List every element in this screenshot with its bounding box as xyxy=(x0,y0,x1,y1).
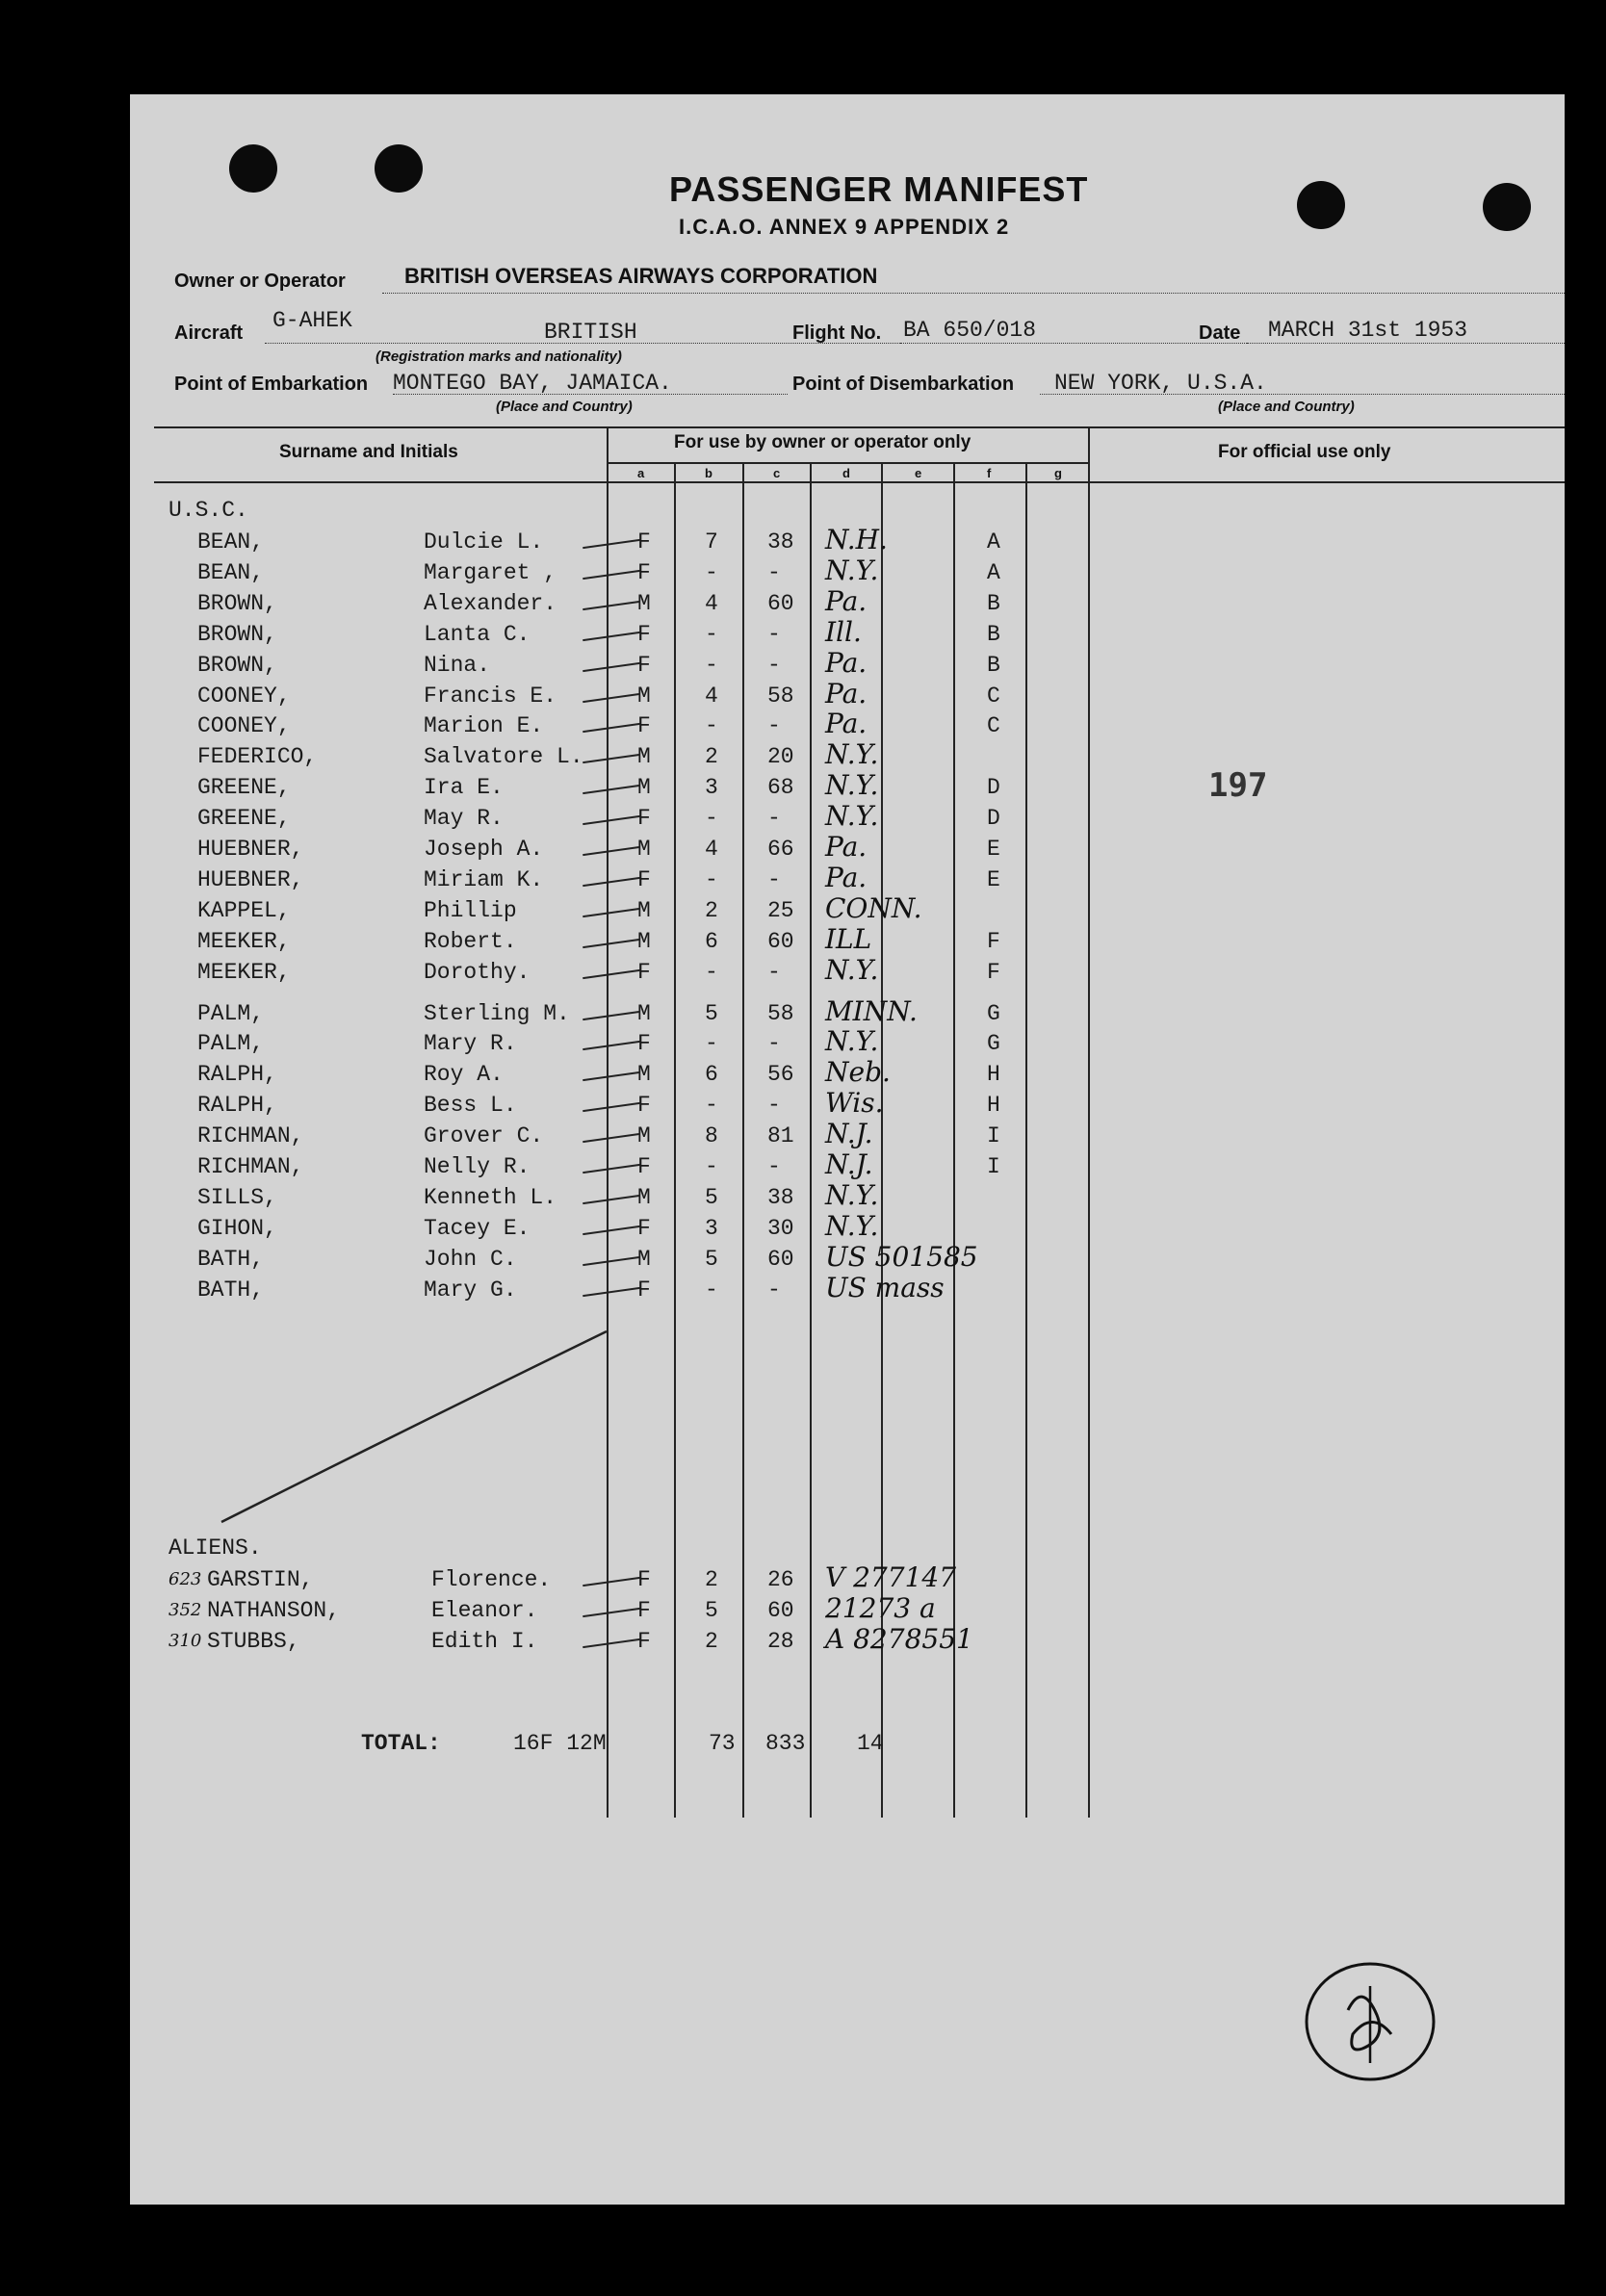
alien-handwritten-number: 623 xyxy=(168,1569,202,1589)
passenger-state-handwritten: ILL xyxy=(825,922,872,955)
passenger-state-handwritten: N.Y. xyxy=(825,1178,879,1211)
passenger-state-handwritten: Ill. xyxy=(825,615,862,648)
passenger-state-handwritten: Pa. xyxy=(825,831,868,863)
passenger-document-handwritten: V 277147 xyxy=(825,1561,957,1593)
passenger-surname: RALPH, xyxy=(197,1093,277,1119)
passenger-state-handwritten: Pa. xyxy=(825,646,868,679)
passenger-surname: MEEKER, xyxy=(197,928,291,954)
passenger-col-b: 6 xyxy=(705,928,718,954)
passenger-sex: F xyxy=(637,1629,651,1654)
passenger-sex: F xyxy=(637,806,651,832)
passenger-sex: M xyxy=(637,1000,651,1026)
embark-value: MONTEGO BAY, JAMAICA. xyxy=(393,371,672,396)
passenger-given-name: Marion E. xyxy=(424,713,544,739)
passenger-group-letter: G xyxy=(987,1031,1000,1057)
passenger-surname: MEEKER, xyxy=(197,959,291,985)
passenger-col-b: - xyxy=(705,806,718,832)
passenger-surname: BEAN, xyxy=(197,559,265,585)
passenger-sex: M xyxy=(637,1246,651,1272)
passenger-col-b: 2 xyxy=(705,897,718,923)
passenger-surname: RICHMAN, xyxy=(197,1154,304,1179)
passenger-group-letter: B xyxy=(987,652,1000,678)
passenger-col-c: 58 xyxy=(767,1000,794,1026)
passenger-given-name: Lanta C. xyxy=(424,621,531,647)
passenger-col-c: - xyxy=(767,959,781,985)
passenger-col-c: 66 xyxy=(767,837,794,862)
passenger-state-handwritten: N.Y. xyxy=(825,953,879,986)
passenger-col-b: 2 xyxy=(705,1567,718,1592)
passenger-given-name: Alexander. xyxy=(424,590,557,616)
passenger-given-name: Eleanor. xyxy=(431,1598,538,1623)
totals-sex: 16F 12M xyxy=(513,1731,607,1756)
passenger-group-letter: D xyxy=(987,775,1000,801)
passenger-state-handwritten: N.H. xyxy=(825,524,888,555)
col-surname: Surname and Initials xyxy=(279,442,458,462)
totals-c: 833 xyxy=(765,1731,806,1756)
passenger-sex: M xyxy=(637,683,651,709)
passenger-surname: BROWN, xyxy=(197,621,277,647)
passenger-given-name: Phillip xyxy=(424,897,517,923)
passenger-given-name: John C. xyxy=(424,1246,517,1272)
check-stroke xyxy=(583,1638,640,1648)
passenger-given-name: Salvatore L. xyxy=(424,744,583,770)
passenger-surname: HUEBNER, xyxy=(197,837,304,862)
passenger-group-letter: A xyxy=(987,529,1000,555)
passenger-sex: M xyxy=(637,744,651,770)
passenger-sex: F xyxy=(637,1277,651,1303)
subcol-a: a xyxy=(637,466,645,480)
form-subtitle: I.C.A.O. ANNEX 9 APPENDIX 2 xyxy=(679,215,1010,239)
passenger-state-handwritten: Pa. xyxy=(825,708,868,740)
section-usc: U.S.C. xyxy=(168,498,248,523)
subcol-b: b xyxy=(705,466,712,480)
passenger-surname: BATH, xyxy=(197,1246,265,1272)
form-title: PASSENGER MANIFEST xyxy=(669,169,1089,209)
passenger-given-name: Tacey E. xyxy=(424,1215,531,1241)
passenger-col-b: - xyxy=(705,1031,718,1057)
passenger-surname: NATHANSON, xyxy=(207,1598,341,1623)
passenger-state-handwritten: US mass xyxy=(825,1271,945,1303)
nationality-value: BRITISH xyxy=(544,320,637,345)
passenger-surname: GIHON, xyxy=(197,1215,277,1241)
passenger-sex: F xyxy=(637,1154,651,1179)
passenger-given-name: Sterling M. xyxy=(424,1000,570,1026)
owner-value: BRITISH OVERSEAS AIRWAYS CORPORATION xyxy=(404,264,878,288)
passenger-col-c: 60 xyxy=(767,590,794,616)
passenger-col-b: 5 xyxy=(705,1184,718,1210)
passenger-group-letter: F xyxy=(987,928,1000,954)
alien-handwritten-number: 352 xyxy=(168,1600,202,1620)
passenger-col-b: 4 xyxy=(705,590,718,616)
embark-note: (Place and Country) xyxy=(496,399,633,415)
col-official: For official use only xyxy=(1218,442,1391,462)
passenger-col-c: 68 xyxy=(767,775,794,801)
totals-b: 73 xyxy=(709,1731,736,1756)
passenger-surname: BATH, xyxy=(197,1277,265,1303)
passenger-surname: COONEY, xyxy=(197,683,291,709)
passenger-col-b: - xyxy=(705,959,718,985)
passenger-surname: BROWN, xyxy=(197,652,277,678)
passenger-state-handwritten: N.Y. xyxy=(825,1209,879,1242)
passenger-group-letter: E xyxy=(987,866,1000,892)
passenger-col-b: - xyxy=(705,652,718,678)
passenger-col-b: - xyxy=(705,866,718,892)
passenger-document-handwritten: 21273 a xyxy=(825,1592,936,1624)
passenger-given-name: Grover C. xyxy=(424,1123,544,1149)
totals-label: TOTAL: xyxy=(361,1731,441,1756)
passenger-surname: GREENE, xyxy=(197,775,291,801)
owner-label: Owner or Operator xyxy=(174,271,346,292)
passenger-state-handwritten: N.Y. xyxy=(825,554,879,586)
passenger-given-name: Florence. xyxy=(431,1567,552,1592)
passenger-surname: SILLS, xyxy=(197,1184,277,1210)
passenger-surname: PALM, xyxy=(197,1031,265,1057)
check-stroke xyxy=(583,1608,640,1617)
passenger-col-b: - xyxy=(705,559,718,585)
passenger-col-c: - xyxy=(767,1154,781,1179)
passenger-state-handwritten: N.Y. xyxy=(825,1025,879,1058)
passenger-sex: F xyxy=(637,866,651,892)
passenger-col-c: - xyxy=(767,1093,781,1119)
passenger-document-handwritten: A 8278551 xyxy=(825,1623,973,1655)
passenger-col-c: 81 xyxy=(767,1123,794,1149)
section-aliens: ALIENS. xyxy=(168,1535,262,1561)
passenger-given-name: Bess L. xyxy=(424,1093,517,1119)
passenger-col-c: - xyxy=(767,713,781,739)
passenger-group-letter: H xyxy=(987,1062,1000,1088)
passenger-state-handwritten: N.Y. xyxy=(825,800,879,833)
subcol-e: e xyxy=(915,466,922,480)
passenger-given-name: Francis E. xyxy=(424,683,557,709)
official-stamp-number: 197 xyxy=(1208,766,1268,805)
disembark-label: Point of Disembarkation xyxy=(792,374,1015,395)
passenger-col-b: 5 xyxy=(705,1598,718,1623)
passenger-col-b: - xyxy=(705,1154,718,1179)
passenger-col-b: - xyxy=(705,621,718,647)
passenger-surname: GARSTIN, xyxy=(207,1567,314,1592)
manifest-sheet xyxy=(130,94,1565,2205)
passenger-surname: BEAN, xyxy=(197,529,265,555)
disembark-value: NEW YORK, U.S.A. xyxy=(1054,371,1267,396)
passenger-state-handwritten: Pa. xyxy=(825,677,868,709)
passenger-sex: F xyxy=(637,1215,651,1241)
col-owner: For use by owner or operator only xyxy=(674,432,971,452)
passenger-col-c: 60 xyxy=(767,1598,794,1623)
table-row xyxy=(130,1623,1565,1660)
passenger-group-letter: E xyxy=(987,837,1000,862)
passenger-surname: GREENE, xyxy=(197,806,291,832)
totals-d: 14 xyxy=(857,1731,884,1756)
flight-value: BA 650/018 xyxy=(903,318,1037,343)
passenger-surname: COONEY, xyxy=(197,713,291,739)
passenger-col-b: 7 xyxy=(705,529,718,555)
passenger-sex: F xyxy=(637,1567,651,1592)
passenger-given-name: Nelly R. xyxy=(424,1154,531,1179)
passenger-state-handwritten: MINN. xyxy=(825,994,918,1027)
passenger-col-b: 2 xyxy=(705,1629,718,1654)
passenger-col-c: - xyxy=(767,652,781,678)
passenger-sex: M xyxy=(637,1062,651,1088)
passenger-col-b: 3 xyxy=(705,1215,718,1241)
passenger-sex: F xyxy=(637,559,651,585)
passenger-col-c: 28 xyxy=(767,1629,794,1654)
passenger-sex: F xyxy=(637,652,651,678)
passenger-col-c: 30 xyxy=(767,1215,794,1241)
passenger-state-handwritten: Wis. xyxy=(825,1087,884,1120)
passenger-state-handwritten: Pa. xyxy=(825,861,868,893)
subcol-c: c xyxy=(773,466,781,480)
passenger-group-letter: I xyxy=(987,1123,1000,1149)
passenger-sex: F xyxy=(637,1598,651,1623)
passenger-given-name: May R. xyxy=(424,806,504,832)
circled-initials-mark xyxy=(1295,1943,1449,2097)
passenger-col-b: - xyxy=(705,1093,718,1119)
passenger-group-letter: C xyxy=(987,713,1000,739)
passenger-col-c: 25 xyxy=(767,897,794,923)
passenger-state-handwritten: N.Y. xyxy=(825,738,879,771)
subcol-g: g xyxy=(1054,466,1062,480)
passenger-given-name: Dulcie L. xyxy=(424,529,544,555)
aircraft-label: Aircraft xyxy=(174,322,244,344)
passenger-state-handwritten: Neb. xyxy=(825,1056,891,1089)
passenger-col-c: 56 xyxy=(767,1062,794,1088)
passenger-sex: F xyxy=(637,713,651,739)
aircraft-value: G-AHEK xyxy=(272,308,352,333)
passenger-col-c: 58 xyxy=(767,683,794,709)
flight-label: Flight No. xyxy=(792,322,882,344)
passenger-sex: F xyxy=(637,529,651,555)
passenger-sex: F xyxy=(637,959,651,985)
passenger-group-letter: H xyxy=(987,1093,1000,1119)
passenger-col-c: 26 xyxy=(767,1567,794,1592)
passenger-given-name: Robert. xyxy=(424,928,517,954)
passenger-given-name: Ira E. xyxy=(424,775,504,801)
passenger-group-letter: B xyxy=(987,621,1000,647)
passenger-given-name: Dorothy. xyxy=(424,959,531,985)
passenger-sex: F xyxy=(637,1031,651,1057)
disembark-note: (Place and Country) xyxy=(1218,399,1355,415)
passenger-group-letter: F xyxy=(987,959,1000,985)
passenger-surname: KAPPEL, xyxy=(197,897,291,923)
passenger-given-name: Roy A. xyxy=(424,1062,504,1088)
passenger-group-letter: D xyxy=(987,806,1000,832)
passenger-col-b: 4 xyxy=(705,837,718,862)
passenger-col-b: 3 xyxy=(705,775,718,801)
passenger-col-b: 6 xyxy=(705,1062,718,1088)
embark-label: Point of Embarkation xyxy=(174,374,369,395)
passenger-surname: PALM, xyxy=(197,1000,265,1026)
passenger-surname: HUEBNER, xyxy=(197,866,304,892)
date-label: Date xyxy=(1199,322,1241,344)
passenger-col-c: 60 xyxy=(767,1246,794,1272)
date-value: MARCH 31st 1953 xyxy=(1268,318,1468,343)
passenger-sex: M xyxy=(637,928,651,954)
passenger-sex: F xyxy=(637,621,651,647)
passenger-sex: M xyxy=(637,1123,651,1149)
passenger-state-handwritten: N.Y. xyxy=(825,769,879,802)
passenger-sex: F xyxy=(637,1093,651,1119)
passenger-state-handwritten: N.J. xyxy=(825,1148,873,1180)
passenger-group-letter: I xyxy=(987,1154,1000,1179)
passenger-col-c: 20 xyxy=(767,744,794,770)
passenger-group-letter: A xyxy=(987,559,1000,585)
passenger-col-c: - xyxy=(767,1031,781,1057)
passenger-surname: FEDERICO, xyxy=(197,744,318,770)
passenger-col-c: - xyxy=(767,866,781,892)
passenger-given-name: Miriam K. xyxy=(424,866,544,892)
passenger-col-b: - xyxy=(705,713,718,739)
passenger-given-name: Edith I. xyxy=(431,1629,538,1654)
passenger-state-handwritten: CONN. xyxy=(825,891,922,924)
passenger-sex: M xyxy=(637,590,651,616)
passenger-group-letter: C xyxy=(987,683,1000,709)
passenger-sex: M xyxy=(637,897,651,923)
passenger-state-handwritten: N.J. xyxy=(825,1118,873,1150)
passenger-surname: RALPH, xyxy=(197,1062,277,1088)
passenger-state-handwritten: Pa. xyxy=(825,584,868,617)
alien-handwritten-number: 310 xyxy=(168,1631,202,1651)
passenger-sex: M xyxy=(637,837,651,862)
passenger-col-c: - xyxy=(767,559,781,585)
passenger-col-c: 38 xyxy=(767,529,794,555)
passenger-surname: BROWN, xyxy=(197,590,277,616)
registration-note: (Registration marks and nationality) xyxy=(376,348,622,365)
passenger-col-b: 4 xyxy=(705,683,718,709)
passenger-col-c: - xyxy=(767,1277,781,1303)
passenger-sex: M xyxy=(637,1184,651,1210)
passenger-state-handwritten: US 501585 xyxy=(825,1240,978,1273)
check-stroke xyxy=(583,1577,640,1587)
passenger-surname: RICHMAN, xyxy=(197,1123,304,1149)
passenger-col-c: 38 xyxy=(767,1184,794,1210)
subcol-d: d xyxy=(842,466,850,480)
passenger-col-b: 2 xyxy=(705,744,718,770)
passenger-col-b: 5 xyxy=(705,1246,718,1272)
passenger-col-c: 60 xyxy=(767,928,794,954)
passenger-given-name: Kenneth L. xyxy=(424,1184,557,1210)
passenger-group-letter: B xyxy=(987,590,1000,616)
passenger-given-name: Mary R. xyxy=(424,1031,517,1057)
passenger-given-name: Mary G. xyxy=(424,1277,517,1303)
passenger-col-b: 5 xyxy=(705,1000,718,1026)
passenger-col-b: - xyxy=(705,1277,718,1303)
passenger-sex: M xyxy=(637,775,651,801)
passenger-given-name: Joseph A. xyxy=(424,837,544,862)
passenger-given-name: Nina. xyxy=(424,652,491,678)
passenger-given-name: Margaret , xyxy=(424,559,557,585)
subcol-f: f xyxy=(987,466,992,480)
passenger-col-c: - xyxy=(767,806,781,832)
cancel-stroke xyxy=(130,94,1565,2205)
passenger-group-letter: G xyxy=(987,1000,1000,1026)
passenger-col-b: 8 xyxy=(705,1123,718,1149)
passenger-col-c: - xyxy=(767,621,781,647)
passenger-surname: STUBBS, xyxy=(207,1629,300,1654)
